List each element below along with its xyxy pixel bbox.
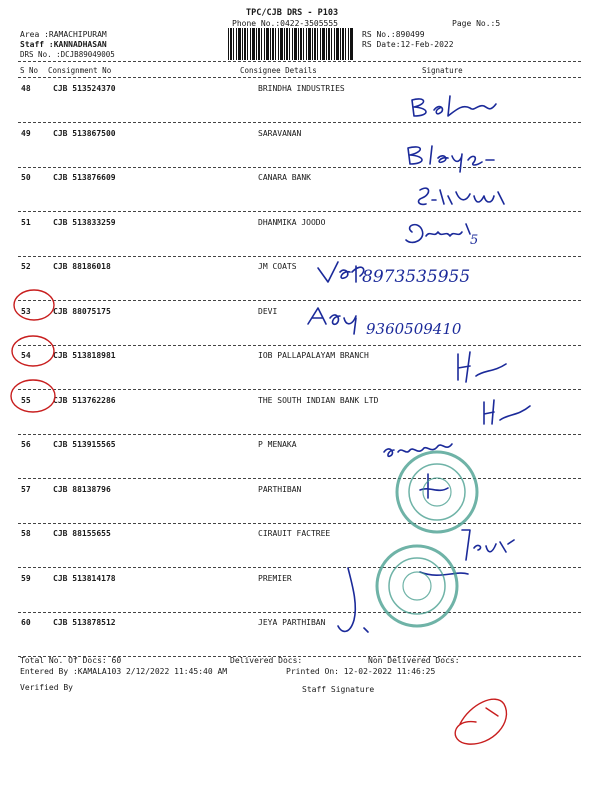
document-title: TPC/CJB DRS - P103	[246, 8, 339, 18]
row-consignment-no: CJB 513878512	[53, 618, 116, 627]
rs-number: RS No.:890499	[362, 30, 425, 39]
row-consignment-no: CJB 88186018	[53, 262, 111, 271]
row-consignment-no: CJB 513915565	[53, 440, 116, 449]
stamp-2	[377, 546, 457, 626]
staff-signature-label: Staff Signature	[302, 685, 375, 694]
row-consignee: THE SOUTH INDIAN BANK LTD	[258, 396, 379, 405]
row-sno: 57	[21, 485, 31, 494]
verified-by: Verified By	[20, 683, 73, 692]
row-sno: 60	[21, 618, 31, 627]
row-consignee: PREMIER	[258, 574, 292, 583]
row-consignee: BRINDHA INDUSTRIES	[258, 84, 345, 93]
row-sno: 58	[21, 529, 31, 538]
entered-by: Entered By :KAMALA103 2/12/2022 11:45:40 AM	[20, 667, 228, 676]
row-sno: 51	[21, 218, 31, 227]
row-consignment-no: CJB 513524370	[53, 84, 116, 93]
row-sno: 56	[21, 440, 31, 449]
row-consignee: DHANMIKA JOODO	[258, 218, 326, 227]
row-consignment-no: CJB 513814178	[53, 574, 116, 583]
staff-label: Staff :KANNADHASAN	[20, 40, 107, 49]
signature-51-mark: 5	[470, 233, 479, 248]
row-sno: 52	[21, 262, 31, 271]
row-consignee: IOB PALLAPALAYAM BRANCH	[258, 351, 369, 360]
page-number: Page No.:5	[452, 19, 501, 28]
total-docs: Total No. Of Docs: 60	[20, 656, 122, 665]
non-delivered-docs: Non Delivered Docs:	[368, 656, 460, 665]
row-consignee: CIRAUIT FACTREE	[258, 529, 331, 538]
row-consignment-no: CJB 88155655	[53, 529, 111, 538]
column-consignment: Consignment No	[48, 66, 112, 75]
area-label: Area :RAMACHIPURAM	[20, 30, 107, 39]
row-consignment-no: CJB 513867500	[53, 129, 116, 138]
printed-on: Printed On: 12-02-2022 11:46:25	[286, 667, 436, 676]
row-sno: 49	[21, 129, 31, 138]
column-sno: S No	[20, 66, 39, 75]
row-consignment-no: CJB 513818981	[53, 351, 116, 360]
row-consignee: P MENAKA	[258, 440, 297, 449]
row-consignee: JM COATS	[258, 262, 297, 271]
row-consignment-no: CJB 88138796	[53, 485, 111, 494]
row-consignee: SARAVANAN	[258, 129, 302, 138]
row-sno: 53	[21, 307, 31, 316]
row-sno: 54	[21, 351, 31, 360]
handwritten-phone-52: 8973535955	[362, 267, 471, 287]
row-consignee: JEYA PARTHIBAN	[258, 618, 326, 627]
row-consignment-no: CJB 513762286	[53, 396, 116, 405]
delivered-docs: Delivered Docs:	[230, 656, 303, 665]
row-consignment-no: CJB 513876609	[53, 173, 116, 182]
rs-date: RS Date:12-Feb-2022	[362, 40, 454, 49]
stamp-1	[397, 452, 477, 532]
row-consignee: DEVI	[258, 307, 278, 316]
column-consignee: Consignee Details	[240, 66, 317, 75]
row-sno: 50	[21, 173, 31, 182]
drs-number: DRS No. :DCJB89049005	[20, 50, 115, 59]
row-sno: 59	[21, 574, 31, 583]
row-consignment-no: CJB 88075175	[53, 307, 111, 316]
column-signature: Signature	[422, 66, 463, 75]
handwritten-phone-53: 9360509410	[366, 320, 462, 338]
row-consignee: CANARA BANK	[258, 173, 311, 182]
row-sno: 48	[21, 84, 31, 93]
row-sno: 55	[21, 396, 31, 405]
phone-number: Phone No.:0422-3505555	[232, 19, 338, 28]
row-consignee: PARTHIBAN	[258, 485, 302, 494]
row-consignment-no: CJB 513833259	[53, 218, 116, 227]
